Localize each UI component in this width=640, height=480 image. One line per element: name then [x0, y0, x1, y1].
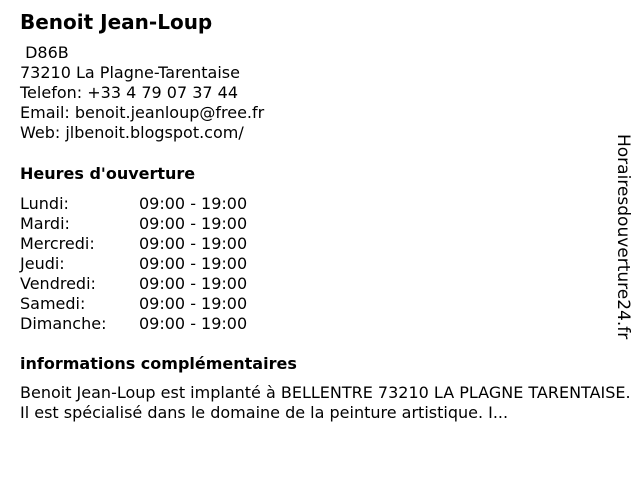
hours-day: Mardi:	[20, 214, 70, 233]
hours-time: 09:00 - 19:00	[139, 214, 248, 233]
info-heading: informations complémentaires	[20, 354, 297, 373]
hours-time: 09:00 - 19:00	[139, 234, 248, 253]
address-block	[20, 43, 264, 143]
hours-time: 09:00 - 19:00	[139, 294, 248, 313]
business-description: Benoit Jean-Loup est implanté à BELLENTRE 73210 LA PLAGNE TARENTAISE. Il est spécialisé dans le domaine de la peinture artistique. I...	[20, 383, 631, 422]
hours-row-friday	[20, 274, 247, 294]
hours-row-wednesday	[20, 234, 247, 254]
site-watermark: Horairesdouverture24.fr	[613, 134, 633, 340]
business-name: Benoit Jean-Loup	[20, 10, 213, 34]
hours-row-saturday	[20, 294, 247, 314]
hours-row-tuesday	[20, 214, 247, 234]
hours-time: 09:00 - 19:00	[139, 254, 248, 273]
hours-day: Vendredi:	[20, 274, 96, 293]
opening-hours-table	[20, 194, 247, 334]
hours-time: 09:00 - 19:00	[139, 194, 248, 213]
email-line: Email: benoit.jeanloup@free.fr	[20, 103, 265, 122]
hours-time: 09:00 - 19:00	[139, 314, 248, 333]
hours-row-monday	[20, 194, 247, 214]
hours-day: Dimanche:	[20, 314, 107, 333]
hours-time: 09:00 - 19:00	[139, 274, 248, 293]
hours-day: Mercredi:	[20, 234, 95, 253]
hours-day: Lundi:	[20, 194, 69, 213]
hours-day: Jeudi:	[20, 254, 65, 273]
address-line-2: 73210 La Plagne-Tarentaise	[20, 63, 240, 82]
hours-heading: Heures d'ouverture	[20, 164, 196, 183]
phone-line: Telefon: +33 4 79 07 37 44	[20, 83, 239, 102]
website-line: Web: jlbenoit.blogspot.com/	[20, 123, 244, 142]
address-line-1: D86B	[20, 43, 69, 62]
hours-row-thursday	[20, 254, 247, 274]
hours-row-sunday	[20, 314, 247, 334]
hours-day: Samedi:	[20, 294, 86, 313]
